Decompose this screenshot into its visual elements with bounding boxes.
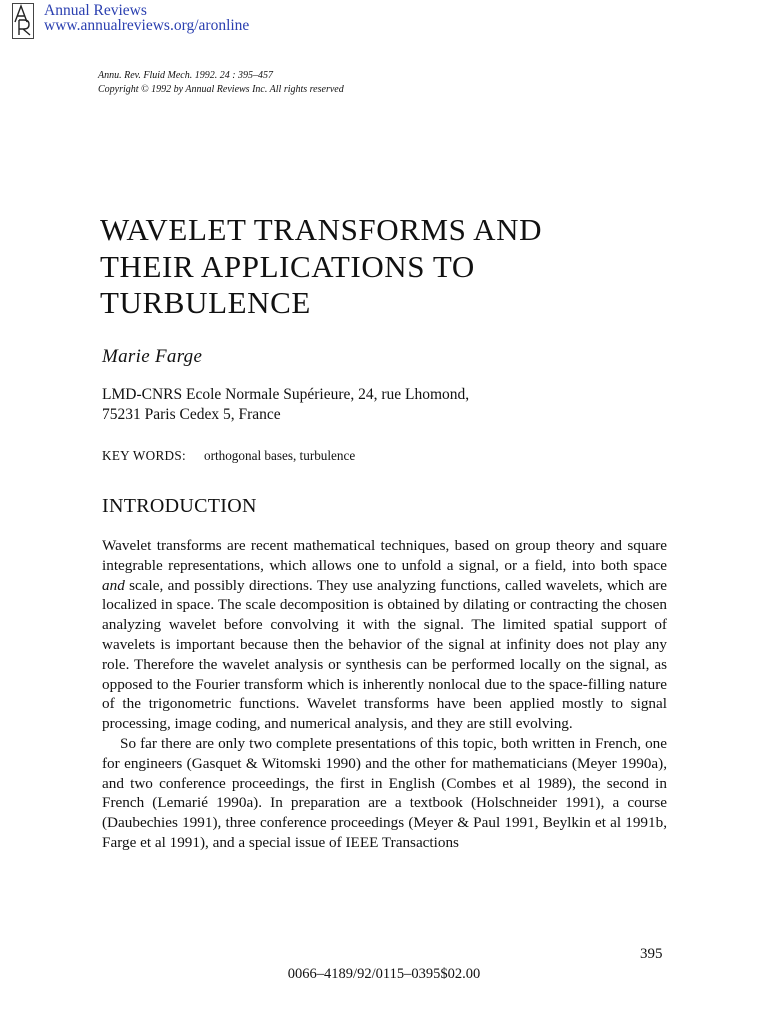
header-links — [44, 3, 249, 33]
citation-journal: Annu. Rev. Fluid Mech. 1992. 24 : 395–457 — [98, 70, 274, 81]
author-name: Marie Farge — [102, 346, 203, 367]
citation — [98, 69, 344, 97]
paragraph-2: So far there are only two complete presentations of this topic, both written in French, one for engineers (Gasquet & Witomski 1990) and the other for mathematicians (Meyer 1990a), and two conference proceedings, the first in English (Combes et al 1989), the second in French (Lemarié 1990a). In preparation are a textbook (Holschneider 1991), a course (Daubechies 1991), three conference proceedings (Meyer & Paul 1991, Beylkin et al 1991b, Farge et al 1991), and a special issue of IEEE Transactions — [102, 734, 667, 851]
url-link[interactable]: www.annualreviews.org/aronline — [44, 17, 250, 34]
page-number: 395 — [640, 946, 663, 962]
footer-code: 0066–4189/92/0115–0395$02.00 — [287, 966, 481, 982]
title-line-2: THEIR APPLICATIONS TO — [100, 248, 475, 284]
body-text — [102, 536, 667, 853]
citation-copyright: Copyright © 1992 by Annual Reviews Inc. All rights reserved — [98, 84, 344, 95]
paragraph-1 — [102, 536, 667, 734]
author-affiliation — [102, 385, 469, 425]
article-title — [100, 212, 542, 322]
publisher-link[interactable]: Annual Reviews — [44, 2, 147, 19]
keywords-label: KEY WORDS: — [102, 448, 186, 463]
title-line-1: WAVELET TRANSFORMS AND — [100, 212, 543, 247]
affiliation-line-1: LMD-CNRS Ecole Normale Supérieure, 24, rue Lhomond, — [102, 386, 470, 403]
keywords — [102, 448, 355, 464]
paragraph-1-emphasis: and — [102, 576, 125, 594]
paragraph-1-part-1: Wavelet transforms are recent mathematical techniques, based on group theory and square integrable representations, which allows one to unfold a signal, or a field, into both space — [102, 537, 667, 574]
section-heading-introduction: INTRODUCTION — [102, 495, 257, 517]
affiliation-line-2: 75231 Paris Cedex 5, France — [102, 406, 281, 423]
title-line-3: TURBULENCE — [100, 285, 311, 320]
paragraph-1-part-2: scale, and possibly directions. They use analyzing functions, called wavelets, which are localized in space. The scale decomposition is obtained by dilating or contracting the chosen analyzing wavelet before convolving it with the signal. The limited spatial support of wavelets is important because then the behavior of the signal at infinity does not play any role. Therefore the wavelet analysis or synthesis can be performed locally on the signal, as opposed to the Fourier transform which is inherently nonlocal due to the space-filling nature of the trigonometric functions. Wavelet transforms have been applied mostly to signal processing, image coding, and numerical analysis, and they are still evolving. — [102, 576, 667, 733]
keywords-value: orthogonal bases, turbulence — [203, 448, 356, 463]
annual-reviews-logo-icon — [12, 3, 34, 39]
